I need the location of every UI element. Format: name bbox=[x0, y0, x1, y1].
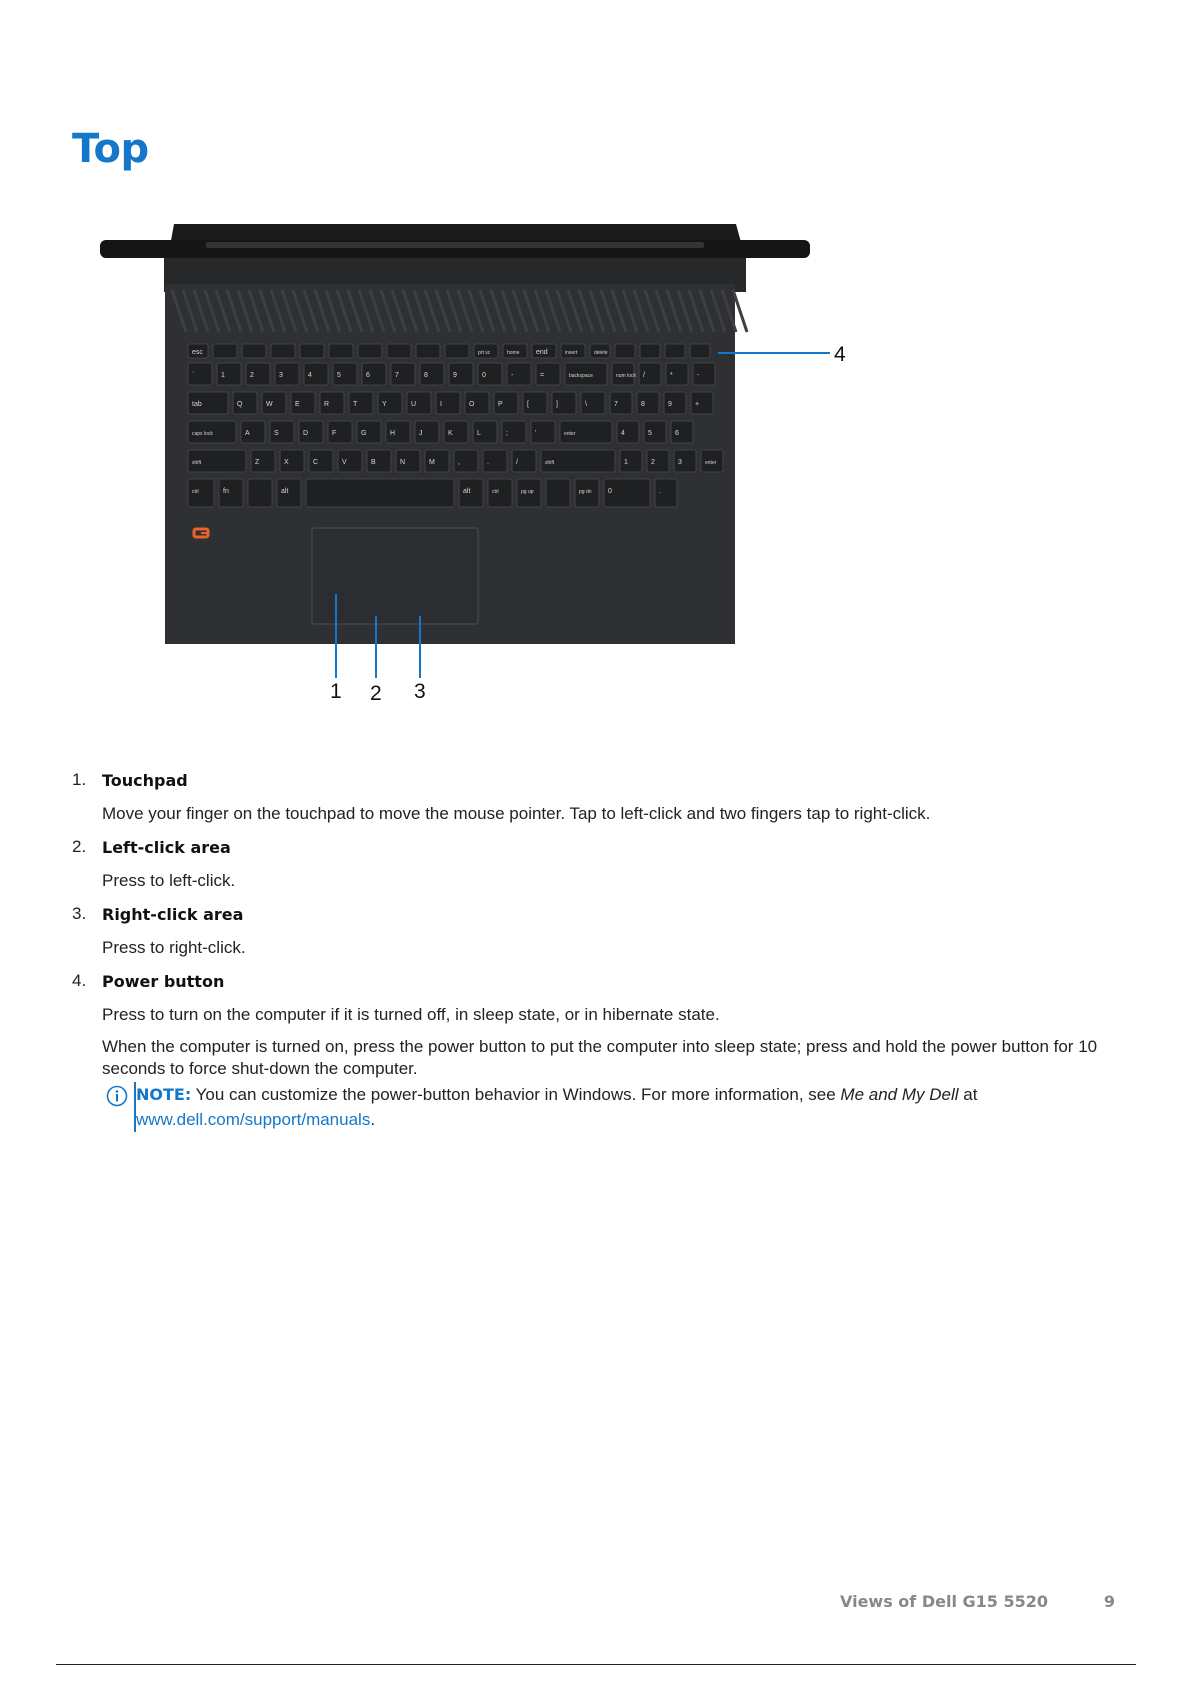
key-label: Y bbox=[382, 401, 387, 408]
key-label: O bbox=[469, 401, 475, 408]
keyboard-key[interactable] bbox=[233, 392, 257, 414]
keyboard-key[interactable] bbox=[494, 392, 518, 414]
keyboard-key[interactable] bbox=[320, 392, 344, 414]
keyboard-key[interactable] bbox=[333, 363, 357, 385]
key-label: U bbox=[411, 401, 417, 408]
key-label: - bbox=[511, 372, 514, 379]
keyboard-key[interactable] bbox=[277, 479, 301, 507]
key-label: 9 bbox=[453, 372, 457, 379]
callout-number-3: 3 bbox=[414, 680, 426, 703]
keyboard-key[interactable] bbox=[357, 421, 381, 443]
key-label: num lock bbox=[616, 373, 637, 379]
keyboard-key[interactable] bbox=[488, 479, 512, 507]
item-description: Press to left-click. bbox=[102, 871, 236, 890]
key-label: L bbox=[477, 430, 481, 437]
callout-number-2: 2 bbox=[370, 682, 382, 705]
keyboard-key[interactable] bbox=[615, 344, 635, 358]
key-label: backspace bbox=[569, 373, 593, 379]
keyboard-key[interactable] bbox=[387, 344, 411, 358]
key-label: prt sc bbox=[478, 350, 491, 356]
note-text bbox=[136, 1082, 1112, 1132]
keyboard-key[interactable] bbox=[502, 421, 526, 443]
keyboard-key[interactable] bbox=[665, 344, 685, 358]
keyboard-key[interactable] bbox=[503, 344, 527, 358]
key-label: 8 bbox=[641, 401, 645, 408]
key-label: S bbox=[274, 430, 279, 437]
item-description: Move your finger on the touchpad to move the mouse pointer. Tap to left-click and two fingers tap to right-click. bbox=[102, 804, 931, 823]
keyboard-key[interactable] bbox=[561, 344, 585, 358]
item-description: Press to right-click. bbox=[102, 938, 246, 957]
key-label: 7 bbox=[395, 372, 399, 379]
keyboard-key[interactable] bbox=[617, 421, 639, 443]
page-number: 9 bbox=[1103, 1592, 1115, 1611]
keyboard-key[interactable] bbox=[415, 421, 439, 443]
key-label: 2 bbox=[651, 459, 655, 466]
key-label: ctrl bbox=[192, 489, 199, 495]
power-button[interactable] bbox=[690, 344, 710, 358]
key-label: 1 bbox=[624, 459, 628, 466]
keyboard-key[interactable] bbox=[275, 363, 299, 385]
footer-rule bbox=[56, 1664, 1136, 1665]
keyboard-key[interactable] bbox=[358, 344, 382, 358]
keyboard-key[interactable] bbox=[329, 344, 353, 358]
key-label: ] bbox=[556, 401, 558, 408]
keyboard-key[interactable] bbox=[575, 479, 599, 507]
keyboard-key[interactable] bbox=[536, 363, 560, 385]
key-label: 7 bbox=[614, 401, 618, 408]
key-label: pg up bbox=[521, 489, 534, 495]
keyboard-key[interactable] bbox=[445, 344, 469, 358]
keyboard-key[interactable] bbox=[248, 479, 272, 507]
keyboard-key[interactable] bbox=[241, 421, 265, 443]
key-label: V bbox=[342, 459, 347, 466]
laptop-illustration bbox=[100, 222, 920, 762]
key-label: 4 bbox=[621, 430, 625, 437]
keyboard-key[interactable] bbox=[328, 421, 352, 443]
key-label: delete bbox=[594, 350, 608, 356]
note-text-end: . bbox=[370, 1110, 376, 1129]
list-item bbox=[72, 837, 1112, 892]
key-label: Z bbox=[255, 459, 260, 466]
key-label: ctrl bbox=[492, 489, 499, 495]
key-label: shift bbox=[545, 460, 555, 466]
key-label: A bbox=[245, 430, 250, 437]
keyboard-key[interactable] bbox=[560, 421, 612, 443]
key-label: [ bbox=[527, 401, 529, 408]
key-label: caps lock bbox=[192, 431, 213, 437]
keyboard-key[interactable] bbox=[546, 479, 570, 507]
key-label: 5 bbox=[337, 372, 341, 379]
key-label: 9 bbox=[668, 401, 672, 408]
item-title: Touchpad bbox=[102, 771, 188, 790]
callout-descriptions bbox=[72, 770, 1112, 1132]
keyboard-key[interactable] bbox=[291, 392, 315, 414]
keyboard-key[interactable] bbox=[664, 392, 686, 414]
list-item bbox=[72, 971, 1112, 1132]
key-label: ; bbox=[506, 430, 508, 437]
keyboard-key[interactable] bbox=[271, 344, 295, 358]
key-label: H bbox=[390, 430, 396, 437]
keyboard-key[interactable] bbox=[637, 392, 659, 414]
key-label: C bbox=[313, 459, 319, 466]
key-label: N bbox=[400, 459, 406, 466]
item-number: 2. bbox=[72, 837, 87, 856]
keyboard-key[interactable] bbox=[188, 479, 214, 507]
key-label: R bbox=[324, 401, 330, 408]
note-text-part: at bbox=[958, 1085, 978, 1104]
keyboard-key[interactable] bbox=[217, 363, 241, 385]
callout-number-4: 4 bbox=[834, 343, 846, 366]
key-label: F bbox=[332, 430, 337, 437]
keyboard-key[interactable] bbox=[251, 450, 275, 472]
key-label: 3 bbox=[279, 372, 283, 379]
keyboard-key[interactable] bbox=[507, 363, 531, 385]
key-label: ' bbox=[535, 430, 537, 437]
key-label: alt bbox=[281, 488, 289, 495]
key-label: home bbox=[507, 350, 520, 356]
support-manuals-link[interactable]: www.dell.com/support/manuals bbox=[136, 1110, 371, 1129]
key-label: insert bbox=[565, 350, 578, 356]
key-label: enter bbox=[564, 431, 576, 437]
keyboard-key[interactable] bbox=[280, 450, 304, 472]
keyboard-key[interactable] bbox=[299, 421, 323, 443]
keyboard-key[interactable] bbox=[449, 363, 473, 385]
keyboard-key[interactable] bbox=[483, 450, 507, 472]
item-description: When the computer is turned on, press the power button to put the computer into sleep state; press and hold the power button for 10 seconds to force shut-down the computer. bbox=[102, 1037, 1098, 1078]
key-label: / bbox=[643, 372, 645, 379]
keyboard-key[interactable] bbox=[473, 421, 497, 443]
key-label: I bbox=[440, 401, 442, 408]
key-label: 8 bbox=[424, 372, 428, 379]
item-number: 4. bbox=[72, 971, 87, 990]
key-label: J bbox=[419, 430, 423, 437]
keyboard-key[interactable] bbox=[306, 479, 454, 507]
list-item bbox=[72, 770, 1112, 825]
keyboard-key[interactable] bbox=[459, 479, 483, 507]
key-label: , bbox=[458, 459, 460, 466]
footer-section-title: Views of Dell G15 5520 bbox=[839, 1592, 1048, 1611]
keyboard-key[interactable] bbox=[552, 392, 576, 414]
item-title: Power button bbox=[102, 972, 225, 991]
keyboard-key[interactable] bbox=[531, 421, 555, 443]
key-label: K bbox=[448, 430, 453, 437]
key-label: fn bbox=[223, 488, 229, 495]
item-title: Right-click area bbox=[102, 905, 244, 924]
note-box bbox=[74, 1082, 1112, 1132]
keyboard-key[interactable] bbox=[581, 392, 605, 414]
item-number: 3. bbox=[72, 904, 87, 923]
keyboard-key[interactable] bbox=[219, 479, 243, 507]
key-label: P bbox=[498, 401, 503, 408]
keyboard-key[interactable] bbox=[378, 392, 402, 414]
keyboard-key[interactable] bbox=[671, 421, 693, 443]
key-label: = bbox=[540, 372, 545, 379]
keyboard-key[interactable] bbox=[454, 450, 478, 472]
key-label: G bbox=[361, 430, 367, 437]
keyboard-key[interactable] bbox=[512, 450, 536, 472]
keyboard-key[interactable] bbox=[304, 363, 328, 385]
keyboard-key[interactable] bbox=[300, 344, 324, 358]
keyboard-key[interactable] bbox=[517, 479, 541, 507]
keyboard-key[interactable] bbox=[270, 421, 294, 443]
item-description: Press to turn on the computer if it is turned off, in sleep state, or in hibernate state. bbox=[102, 1005, 720, 1024]
laptop-top-view-figure bbox=[100, 222, 920, 762]
keyboard-key[interactable] bbox=[565, 363, 607, 385]
keyboard-key[interactable] bbox=[349, 392, 373, 414]
keyboard-key[interactable] bbox=[309, 450, 333, 472]
keyboard-key[interactable] bbox=[188, 363, 212, 385]
keyboard-key[interactable] bbox=[262, 392, 286, 414]
keyboard-key[interactable] bbox=[391, 363, 415, 385]
keyboard-key[interactable] bbox=[590, 344, 610, 358]
page-title: Top bbox=[72, 126, 149, 172]
note-bar bbox=[134, 1082, 136, 1132]
key-label: 4 bbox=[308, 372, 312, 379]
note-text-part: You can customize the power-button behavior in Windows. For more information, see bbox=[191, 1085, 841, 1104]
keyboard-key[interactable] bbox=[644, 421, 666, 443]
keyboard-key[interactable] bbox=[338, 450, 362, 472]
key-label: tab bbox=[192, 401, 202, 408]
keyboard-key[interactable] bbox=[523, 392, 547, 414]
keyboard-key[interactable] bbox=[532, 344, 556, 358]
keyboard-key[interactable] bbox=[655, 479, 677, 507]
keyboard-key[interactable] bbox=[362, 363, 386, 385]
key-label: pg dn bbox=[579, 489, 592, 495]
keyboard-key[interactable] bbox=[474, 344, 498, 358]
key-label: . bbox=[659, 488, 661, 495]
keyboard-key[interactable] bbox=[444, 421, 468, 443]
note-emphasis: Me and My Dell bbox=[840, 1085, 959, 1104]
keyboard-key[interactable] bbox=[541, 450, 615, 472]
key-label: enter bbox=[705, 460, 717, 466]
key-label: 6 bbox=[366, 372, 370, 379]
key-label: . bbox=[487, 459, 489, 466]
key-label: - bbox=[697, 372, 700, 379]
key-label: D bbox=[303, 430, 309, 437]
key-label: T bbox=[353, 401, 358, 408]
key-label: B bbox=[371, 459, 376, 466]
info-icon bbox=[106, 1085, 128, 1107]
keyboard-key[interactable] bbox=[639, 363, 661, 385]
list-item bbox=[72, 904, 1112, 959]
keyboard-key[interactable] bbox=[213, 344, 237, 358]
key-label: \ bbox=[585, 401, 587, 408]
keyboard-key[interactable] bbox=[674, 450, 696, 472]
keyboard-key[interactable] bbox=[436, 392, 460, 414]
keyboard-key[interactable] bbox=[465, 392, 489, 414]
key-label: M bbox=[429, 459, 435, 466]
key-label: ` bbox=[192, 372, 195, 379]
keyboard-key[interactable] bbox=[620, 450, 642, 472]
keyboard-key[interactable] bbox=[691, 392, 713, 414]
note-label: NOTE: bbox=[136, 1085, 192, 1104]
keyboard-key[interactable] bbox=[701, 450, 723, 472]
key-label: + bbox=[695, 401, 700, 408]
key-label: 5 bbox=[648, 430, 652, 437]
keyboard-key[interactable] bbox=[242, 344, 266, 358]
key-label: W bbox=[266, 401, 273, 408]
keyboard-key[interactable] bbox=[188, 344, 208, 358]
keyboard-key[interactable] bbox=[640, 344, 660, 358]
keyboard-key[interactable] bbox=[407, 392, 431, 414]
keyboard-key[interactable] bbox=[478, 363, 502, 385]
key-label: Q bbox=[237, 401, 243, 408]
keyboard-key[interactable] bbox=[425, 450, 449, 472]
key-label: 6 bbox=[675, 430, 679, 437]
item-title: Left-click area bbox=[102, 838, 231, 857]
key-label: 1 bbox=[221, 372, 225, 379]
item-number: 1. bbox=[72, 770, 87, 789]
keyboard-key[interactable] bbox=[612, 363, 637, 385]
keyboard-key[interactable] bbox=[188, 450, 246, 472]
key-label: X bbox=[284, 459, 289, 466]
keyboard-key[interactable] bbox=[610, 392, 632, 414]
key-label: * bbox=[670, 372, 673, 379]
keyboard-key[interactable] bbox=[647, 450, 669, 472]
key-label: 0 bbox=[482, 372, 486, 379]
key-label: E bbox=[295, 401, 300, 408]
keyboard-key[interactable] bbox=[188, 421, 236, 443]
page-footer bbox=[0, 1592, 1191, 1622]
key-label: / bbox=[516, 459, 518, 466]
key-label: 2 bbox=[250, 372, 254, 379]
keyboard-key[interactable] bbox=[367, 450, 391, 472]
keyboard-key[interactable] bbox=[188, 392, 228, 414]
keyboard-key[interactable] bbox=[386, 421, 410, 443]
keyboard-key[interactable] bbox=[420, 363, 444, 385]
keyboard-key[interactable] bbox=[666, 363, 688, 385]
keyboard-key[interactable] bbox=[604, 479, 650, 507]
key-label: 0 bbox=[608, 488, 612, 495]
key-label: esc bbox=[192, 349, 203, 356]
callout-number-1: 1 bbox=[330, 680, 342, 703]
key-label: shift bbox=[192, 460, 202, 466]
keyboard-key[interactable] bbox=[693, 363, 715, 385]
keyboard-key[interactable] bbox=[246, 363, 270, 385]
keyboard-key[interactable] bbox=[416, 344, 440, 358]
key-label: 3 bbox=[678, 459, 682, 466]
key-label: end bbox=[536, 349, 548, 356]
key-label: alt bbox=[463, 488, 471, 495]
keyboard-key[interactable] bbox=[396, 450, 420, 472]
